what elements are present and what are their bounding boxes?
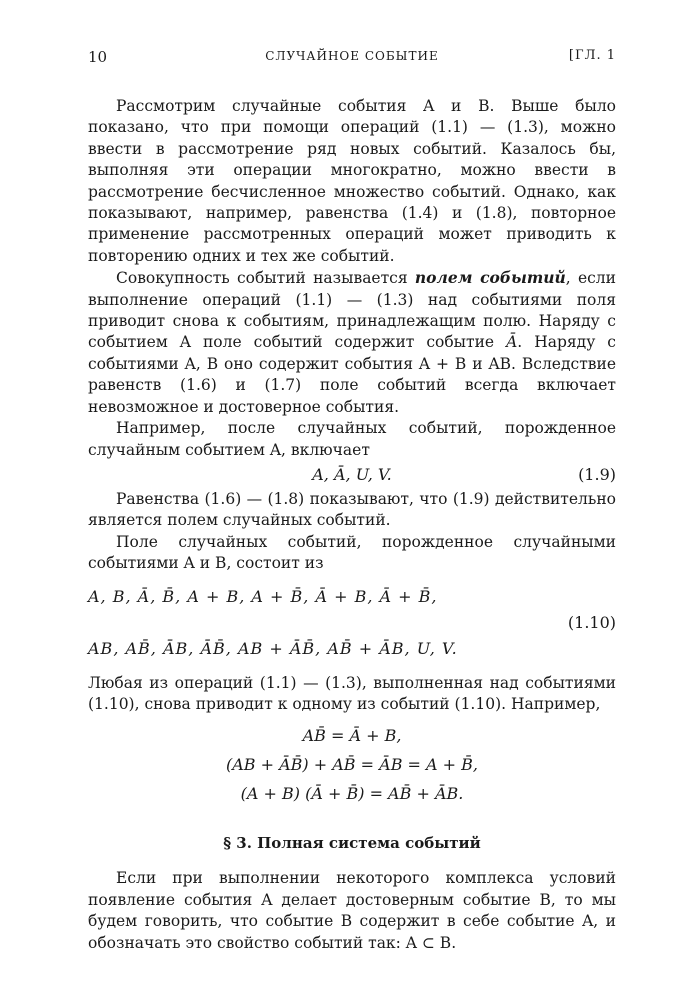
equation-1-9-body: A, Ā, U, V. bbox=[312, 464, 392, 484]
term-field-of-events: полем событий bbox=[414, 268, 566, 288]
paragraph-2 bbox=[88, 267, 616, 418]
paragraph-7: Если при выполнении некоторого комплекса условий появление события A делает достоверным событие B, то мы будем говорить, что событие B содержит в себе событие A, и обозначать это свойство событий так: A ⊂ B. bbox=[88, 869, 616, 952]
equation-1-10-line-2 bbox=[88, 635, 616, 663]
example-equation-2: (AB + ĀB̄) + AB̄ = ĀB = A + B̄, bbox=[225, 755, 479, 775]
paragraph-5: Поле случайных событий, порожденное случайными событиями A и B, состоит из bbox=[88, 532, 616, 573]
paragraph-2-part-c: . Наряду с событиями A, B оно содержит события A + B и AB. Вследствие равенств (1.6) и (1.7) поле событий всегда включает невозможное и достоверное события. bbox=[88, 333, 616, 416]
running-header bbox=[88, 48, 616, 70]
section-heading: § 3. Полная система событий bbox=[223, 834, 481, 853]
example-equation-1: AB̄ = Ā + B, bbox=[302, 726, 402, 746]
inline-math-not-a: Ā bbox=[506, 333, 518, 352]
paragraph-3: Например, после случайных событий, порожденное случайным событием A, включает bbox=[88, 419, 616, 459]
example-equation-3: (A + B) (Ā + B̄) = AB̄ + ĀB. bbox=[240, 784, 464, 804]
paragraph-6: Любая из операций (1.1) — (1.3), выполненная над событиями (1.10), снова приводит к одному из событий (1.10). Например, bbox=[88, 673, 616, 713]
paragraph-1: Рассмотрим случайные события A и B. Выше было показано, что при помощи операций (1.1) — (1.3), можно ввести в рассмотрение ряд новых событий. Казалось бы, выполняя эти операции многократно, можно ввести в рассмотрение бесчисленное множество событий. Однако, как показывают, например, равенства (1.4) и (1.8), повторное применение рассмотренных операций может приводить к повторению одних и тех же событий. bbox=[88, 97, 616, 265]
chapter-label: [ГЛ. 1 bbox=[568, 48, 616, 63]
equation-1-10-line-1 bbox=[88, 583, 616, 611]
equation-1-10-first-line: A, B, Ā, B̄, A + B, A + B̄, Ā + B, Ā + B̄, bbox=[88, 586, 438, 606]
equation-number-1-10: (1.10) bbox=[567, 612, 616, 632]
equation-1-10-second-line: AB, AB̄, ĀB, ĀB̄, AB + ĀB̄, AB̄ + ĀB, U, V. bbox=[88, 638, 458, 658]
book-page bbox=[88, 48, 616, 954]
paragraph-4: Равенства (1.6) — (1.8) показывают, что (1.9) действительно является полем случайных событий. bbox=[88, 489, 616, 530]
paragraph-2-part-b: , если выполнение операций (1.1) — (1.3) над событиями поля приводит снова к событиям, принадлежащим полю. Наряду с событием A поле событий содержит событие bbox=[88, 269, 616, 352]
page-number: 10 bbox=[88, 48, 108, 66]
equation-number-1-9: (1.9) bbox=[578, 464, 616, 484]
paragraph-2-part-a: Совокупность событий называется bbox=[116, 269, 408, 288]
equation-1-9 bbox=[88, 461, 616, 489]
running-title: СЛУЧАЙНОЕ СОБЫТИЕ bbox=[265, 49, 439, 63]
